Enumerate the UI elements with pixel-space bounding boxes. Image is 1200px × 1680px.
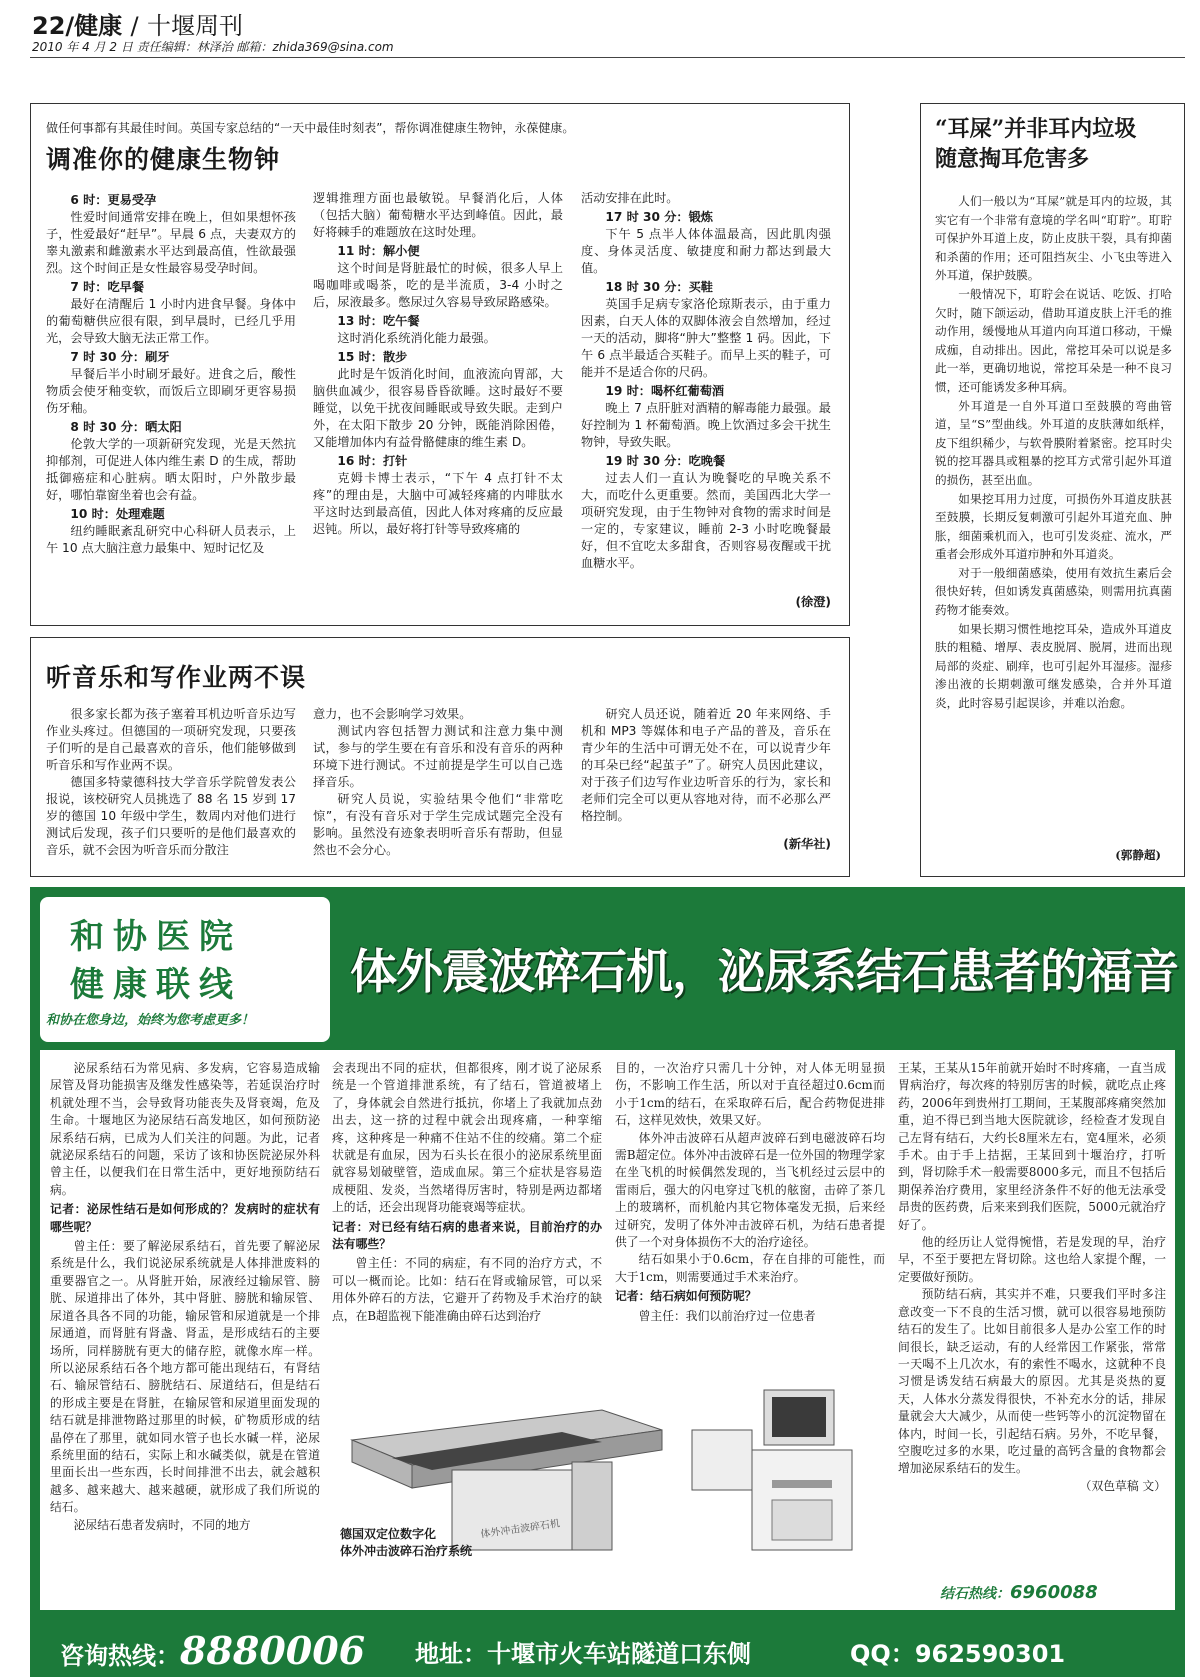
paragraph: 这时消化系统消化能力最强。: [337, 331, 496, 345]
paragraph: 早餐后半小时刷牙最好。进食之后，酸性物质会使牙釉变软，而饭后立即刷牙更容易损伤牙釉。: [46, 367, 296, 415]
image-caption-1: 德国双定位数字化: [340, 1527, 437, 1541]
paragraph: 外耳道是一自外耳道口至鼓膜的弯曲管道，呈“S”型曲线。外耳道的皮肤薄如纸样，皮下组织稀少，与软骨膜附着紧密。挖耳时尖锐的挖耳器具或粗暴的挖耳方式常引起外耳道的损伤，甚至出血。: [935, 398, 1172, 487]
article-column-2: [313, 706, 563, 859]
paragraph: 下午 5 点半人体体温最高，因此肌肉强度、身体灵活度、敏捷度和耐力都达到最大值。: [581, 227, 831, 275]
paragraph: 曾主任：不同的病症，有不同的治疗方式，不可以一概而论。比如：结石在肾或输尿管，可以采用体外碎石的方法，它避开了药物及手术治疗的缺点，在B超监视下能准确由碎石达到治疗: [332, 1256, 602, 1323]
qq-label: QQ：: [850, 1640, 915, 1668]
ad-headline: 体外震波碎石机，泌尿系结石患者的福音: [350, 945, 1178, 1000]
ad-column-2: [332, 1060, 602, 1325]
consult-hotline-number: 8880006: [180, 1628, 366, 1673]
paragraph: 很多家长都为孩子塞着耳机边听音乐边写作业头疼过。但德国的一项研究发现，只要孩子们听的是自己最喜欢的音乐，他们能够做到听音乐和写作业两不误。: [46, 707, 296, 772]
hospital-address: [415, 1634, 751, 1669]
paragraph-continued: 目的，一次治疗只需几十分钟，对人体无明显损伤，不影响工作生活，所以对于直径超过0.6cm而小于1cm的结石，在采取碎石后，配合药物促进排石，这样见效快，效果又好。: [615, 1061, 885, 1128]
header-byline: 2010 年 4 月 2 日 责任编辑：林泽治 邮箱：zhida369@sina.com: [32, 40, 394, 54]
interview-question: 记者：结石病如何预防呢？: [615, 1289, 757, 1304]
subheading: 7 时：吃早餐: [70, 280, 145, 294]
consult-hotline-label: 咨询热线：: [60, 1642, 180, 1670]
article-biological-clock: [30, 103, 850, 626]
section-name: 健康: [74, 12, 123, 40]
page-number: 22/: [32, 12, 75, 40]
paragraph-continued: 活动安排在此时。: [581, 191, 679, 205]
qq-number: 962590301: [914, 1640, 1066, 1668]
paragraph: 意力，也不会影响学习效果。: [313, 707, 472, 721]
paragraph: 纽约睡眠紊乱研究中心科研人员表示，上午 10 点大脑注意力最集中、短时记忆及: [46, 524, 296, 555]
ad-footer-bar: [30, 1620, 1185, 1677]
paragraph-continued: 逻辑推理方面也最敏锐。早餐消化后，人体（包括大脑）葡萄糖水平达到峰值。因此，最好将棘手的难题放在这时处理。: [313, 191, 563, 239]
subheading: 19 时：喝杯红葡萄酒: [605, 384, 725, 398]
header-rule: [30, 57, 1185, 58]
paragraph: 如果长期习惯性地挖耳朵，造成外耳道皮肤的粗糙、增厚、表皮脱屑、脱屑，进而出现局部的炎症、刷痒，也可引起外耳湿疹。湿疹渗出液的长期刺激可继发感染，合并外耳道炎，此时容易引起误诊，并难以治愈。: [935, 621, 1172, 711]
stone-hotline: [940, 1582, 1098, 1603]
paragraph: 此时是午饭消化时间，血液流向胃部，大脑供血减少，很容易昏昏欲睡。这时最好不要睡觉，以免干扰夜间睡眠或导致失眠。走到户外，在太阳下散步 20 分钟，既能消除困倦，又能增加体内有益骨骼健康的维生素 D。: [313, 367, 563, 449]
paragraph: 研究人员说，实验结果令他们“非常吃惊”，有没有音乐对于学生完成试题完全没有影响。虽然没有迹象表明听音乐有帮助，但显然也不会分心。: [313, 792, 563, 857]
ad-column-4: [898, 1060, 1166, 1495]
paragraph: 曾主任：我们以前治疗过一位患者: [638, 1308, 816, 1323]
paragraph: 如果挖耳用力过度，可损伤外耳道皮肤甚至鼓膜，长期反复刺激可引起外耳道充血、肿胀，细菌乘机而入，也可引发炎症、流水，严重者会形成外耳道疖肿和外耳道炎。: [935, 491, 1172, 562]
sidebar-source: (郭静超): [1115, 848, 1161, 862]
article-column-3: [581, 190, 831, 572]
ad-logo-text-2: 健康联线: [70, 965, 242, 1005]
article-source: （双色草稿 文）: [1079, 1478, 1166, 1493]
machine-label: 体外冲击波碎石机: [479, 1518, 561, 1541]
subheading: 6 时：更易受孕: [70, 193, 157, 207]
paragraph: 研究人员还说，随着近 20 年来网络、手机和 MP3 等媒体和电子产品的普及，音乐在青少年的生活中可谓无处不在，可以说青少年的耳朵已经“起茧子”了。研究人员因此建议，对于孩子们边写作业边听音乐的行为，家长和老师们完全可以更从容地对待，而不必那么严格控制。: [581, 707, 831, 823]
paper-name: 十堰周刊: [146, 12, 243, 40]
paragraph: 德国多特蒙德科技大学音乐学院曾发表公报说，该校研究人员挑选了 88 名 15 岁到 17 岁的德国 10 年级中学生，数周内对他们进行测试后发现，孩子们只要听的是他们最喜欢的音乐，就不会因为听音乐而分散注: [46, 775, 296, 857]
ad-logo-text-1: 和协医院: [70, 917, 242, 957]
paragraph: 最好在清醒后 1 小时内进食早餐。身体中的葡萄糖供应很有限，到早晨时，已经几乎用光，会导致大脑无法正常工作。: [46, 297, 296, 345]
subheading: 16 时：打针: [337, 454, 408, 468]
article-column-2: [313, 190, 563, 538]
paragraph: 对于一般细菌感染，使用有效抗生素后会很快好转，但如诱发真菌感染，则需用抗真菌药物才能奏效。: [935, 565, 1172, 618]
header-slash: /: [130, 12, 139, 40]
subheading: 8 时 30 分：晒太阳: [70, 420, 182, 434]
paragraph: 泌尿结石患者发病时，不同的地方: [73, 1517, 251, 1532]
ad-slogan: 和协在您身边，始终为您考虑更多！: [46, 1013, 255, 1028]
article-source: (新华社): [783, 837, 831, 851]
paragraph: 伦敦大学的一项新研究发现，光是天然抗抑郁剂，可促进人体内维生素 D 的生成，帮助抵御癌症和心脏病。晒太阳时，户外散步最好，哪怕靠窗坐着也会有益。: [46, 437, 296, 502]
subheading: 15 时：散步: [337, 350, 408, 364]
subheading: 7 时 30 分：刷牙: [70, 350, 170, 364]
ad-body-panel: [40, 1050, 1175, 1610]
consult-hotline: [60, 1628, 365, 1673]
interview-question: 记者：泌尿性结石是如何形成的？发病时的症状有哪些呢？: [50, 1202, 320, 1234]
ad-column-3: [615, 1060, 885, 1325]
article-column-3: [581, 706, 831, 825]
sidebar-earwax-article: [920, 103, 1185, 877]
subheading: 13 时：吃午餐: [337, 314, 420, 328]
subheading: 10 时：处理难题: [70, 507, 165, 521]
article-column-1: [46, 706, 296, 859]
paragraph: 过去人们一直认为晚餐吃的早晚关系不大，而吃什么更重要。然而，美国西北大学一项研究发现，由于生物钟对食物的需求时间是一定的，专家建议，睡前 2-3 小时吃晚餐最好，但不宜吃太多甜食，否则容易夜醒或干扰血糖水平。: [581, 471, 831, 570]
paragraph: 结石如果小于0.6cm，存在自排的可能性，而大于1cm，则需要通过手术来治疗。: [615, 1252, 885, 1284]
paragraph-continued: 王某，王某从15年前就开始时不时疼痛，一直当成胃病治疗，每次疼的特别厉害的时候，就吃点止疼药，2006年到贵州打工期间，王某腹部疼痛突然加重，迫不得已到当地大医院就诊，经检查才发现自己左肾有结石，大约长8厘米左右，宽4厘米，必须手术。由于手上拮据，王某回到十堰治疗，打听到，肾切除手术一般需要8000多元，而且不包括后期保养治疗费用，家里经济条件不好的他无法承受昂贵的医药费，后来来到我们医院，5000元就治疗好了。: [898, 1061, 1166, 1232]
article-title: 听音乐和写作业两不误: [46, 663, 307, 692]
article-lead: 做任何事都有其最佳时间。英国专家总结的“一天中最佳时刻表”，帮你调准健康生物钟，永葆健康。: [46, 121, 575, 135]
subheading: 19 时 30 分：吃晚餐: [605, 454, 726, 468]
paragraph: 一般情况下，耵聍会在说话、吃饭、打哈欠时，随下颌运动，借助耳道皮肤上汗毛的推动作用，缓慢地从耳道内向耳道口移动，干燥成痂，自动排出。因此，常挖耳朵可以说是多此一举，更确切地说，常挖耳朵是一种不良习惯，还可能诱发多种耳病。: [935, 286, 1172, 394]
paragraph: 性爱时间通常安排在晚上，但如果想怀孩子，性爱最好“赶早”。早晨 6 点，夫妻双方的睾丸激素和雌激素水平达到最高值，性欲最强烈。这个时间正是女性最容易受孕时间。: [46, 210, 296, 275]
subheading: 18 时 30 分：买鞋: [605, 280, 713, 294]
paragraph: 泌尿系结石为常见病、多发病，它容易造成输尿管及肾功能损害及继发性感染等，若延误治疗时机就处理不当，会导致肾功能丧失及肾衰竭，危及生命。十堰地区为泌尿结石高发地区，如何预防泌尿系结石病，已成为人们关注的问题。为此，记者就泌尿系结石的问题，采访了该和协医院泌尿外科曾主任，以便我们在日常生活中，更好地预防结石病。: [50, 1061, 320, 1197]
image-caption-2: 体外冲击波碎石治疗系统: [340, 1544, 473, 1558]
address-label: 地址：: [415, 1640, 487, 1668]
paragraph: 体外冲击波碎石从超声波碎石到电磁波碎石均需B超定位。体外冲击波碎石是一位外国的物理学家在坐飞机的时候偶然发现的，当飞机经过云层中的雷雨后，强大的闪电穿过飞机的舷窗，击碎了茶几上的玻璃杯，而机舱内其它物体毫发无损，后来经过研究，发明了体外冲击波碎石机，为结石患者提供了一个对身体损伤不大的治疗途径。: [615, 1130, 885, 1250]
article-column-1: [46, 190, 296, 557]
address-text: 十堰市火车站隧道口东侧: [487, 1640, 751, 1668]
paragraph: 预防结石病，其实并不难，只要我们平时多注意改变一下不良的生活习惯，就可以很容易地预防结石的发生了。比如目前很多人是办公室工作的时间很长，缺乏运动，有的人经常因工作紧张，常常一天喝不上几次水，有的索性不喝水，这就种不良习惯是诱发结石病最大的原因。尤其是炎热的夏天，人体水分蒸发得很快，不补充水分的话，排尿量就会大大减少，从而使一些钙等小的沉淀物留在体内，时间一长，引起结石病。另外，不吃早餐，空腹吃过多的水果，吃过量的高钙含量的食物都会增加泌尿系结石的发生。: [898, 1287, 1166, 1476]
article-music-homework: [30, 637, 850, 877]
paragraph: 人们一般以为“耳屎”就是耳内的垃圾，其实它有一个非常有意境的学名叫“耵聍”。耵聍可保护外耳道上皮，防止皮肤干裂，具有抑菌和杀菌的作用；还可阻挡灰尘、小飞虫等进入外耳道，保护鼓膜。: [935, 194, 1172, 283]
article-title: 调准你的健康生物钟: [46, 145, 281, 174]
paragraph: 他的经历让人觉得惋惜，若是发现的早，治疗早，不至于要把左肾切除。这也给人家提个醒，一定要做好预防。: [898, 1235, 1166, 1284]
ad-column-1: [50, 1060, 320, 1534]
sidebar-body: [935, 192, 1172, 713]
sidebar-title-line2: 随意掏耳危害多: [935, 146, 1090, 172]
stone-hotline-label: 结石热线：: [940, 1586, 1010, 1602]
article-source: (徐澄): [795, 595, 831, 609]
paragraph: 英国手足病专家洛伦琼斯表示，由于重力因素，白天人体的双脚体液会自然增加，经过一天的活动，脚将“肿大”整整 1 码。因此，下午 6 点半最适合买鞋子。而早上买的鞋子，可能并不是适合你的尺码。: [581, 297, 831, 379]
interview-question: 记者：对已经有结石病的患者来说，目前治疗的办法有哪些？: [332, 1219, 602, 1252]
paragraph: 晚上 7 点肝脏对酒精的解毒能力最强。最好控制为 1 杯葡萄酒。晚上饮酒过多会干扰生物钟，导致失眠。: [581, 401, 831, 449]
hospital-qq: [850, 1634, 1065, 1669]
paragraph: 曾主任：要了解泌尿系结石，首先要了解泌尿系统是什么，我们说泌尿系统就是人体排泄废料的重要器官之一。从肾脏开始，尿液经过输尿管、膀胱、尿道排出了体外，其中肾脏、膀胱和输尿管、尿道各具各不同的功能，输尿管和尿道就是一个排尿通道，而肾脏有肾盏、肾盂，是形成结石的主要场所，同样膀胱有更大的储存腔，就像水库一样。所以泌尿系结石各个地方都可能出现结石，有肾结石、输尿管结石、膀胱结石、尿道结石，但是结石的形成主要是在肾脏，在输尿管和尿道里面发现的结石就是排泄物路过那里的时候，矿物质形成的结晶停在了那里，就如同水管子也长水碱一样，泌尿系统里面的结石，实际上和水碱类似，就是在管道里面长出一些东西，长时间排泄不出去，就会越积越多、越来越大、越来越硬，就形成了我们所说的结石。: [50, 1239, 320, 1515]
paragraph: 测试内容包括智力测试和注意力集中测试，参与的学生要在有音乐和没有音乐的两种环境下进行测试。不过前提是学生可以自己选择音乐。: [313, 724, 563, 789]
subheading: 11 时：解小便: [337, 244, 420, 258]
stone-hotline-number: 6960088: [1010, 1582, 1098, 1603]
paragraph: 这个时间是肾脏最忙的时候，很多人早上喝咖啡或喝茶，吃的是半流质，3-4 小时之后，尿液最多。憋尿过久容易导致尿路感染。: [313, 261, 563, 309]
paragraph: 克姆卡博士表示，“下午 4 点打针不太疼”的理由是，大脑中可减轻疼痛的内啡肽水平这时达到最高值，因此人体对疼痛的反应最迟钝。所以，最好将打针等导致疼痛的: [313, 471, 563, 536]
subheading: 17 时 30 分：锻炼: [605, 210, 713, 224]
page-header: [32, 6, 243, 41]
sidebar-title-line1: “耳屎”并非耳内垃圾: [935, 116, 1137, 142]
paragraph-continued: 会表现出不同的症状，但都很疼，刚才说了泌尿系统是一个管道排泄系统，有了结石，管道被堵上了，身体就会自然进行抵抗，你堵上了我就加点劲出去，这一挤的过程中就会出现疼痛，一种挛缩疼，这种疼是一种痛不住站不住的绞痛。第二个症状就是有血尿，因为石头长在很小的泌尿系统里面就容易划破壁管，造成血尿。第三个症状是容易造成梗阻、发炎，当然堵得厉害时，特别是两边都堵上的话，还会出现肾功能衰竭等症状。: [332, 1061, 602, 1215]
